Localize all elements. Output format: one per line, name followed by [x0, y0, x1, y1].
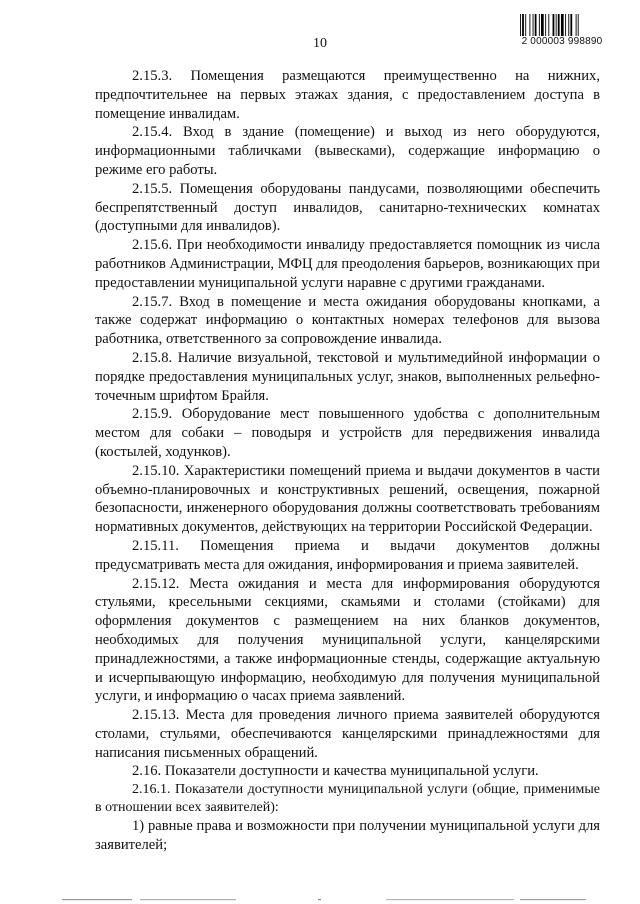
page-number: 10	[313, 36, 327, 51]
paragraph-2-15-11: 2.15.11. Помещения приема и выдачи документов должны предусматривать места для ожидания, информирования и приема заявителей.	[95, 537, 600, 573]
paragraph-2-16-1: 2.16.1. Показатели доступности муниципальной услуги (общие, применимые в отношении всех заявителей):	[95, 782, 600, 816]
barcode-bars	[519, 14, 605, 36]
paragraph-2-15-3: 2.15.3. Помещения размещаются преимущественно на нижних, предпочтительнее на первых этажах здания, с предоставлением доступа в помещение инвалидам.	[95, 68, 600, 122]
paragraph-2-15-12: 2.15.12. Места ожидания и места для информирования оборудуются стульями, кресельными секциями, скамьями и столами (стойками) для оформления документов с размещением на них бланков документов, необходимых для получения муниципальной услуги, канцелярскими принадлежностями, а также информационные стенды, содержащие актуальную и исчерпывающую информацию, необходимую для получения муниципальной услуги, и информацию о часах приема заявлений.	[95, 575, 600, 705]
document-body	[95, 67, 600, 855]
list-item-1: 1) равные права и возможности при получении муниципальной услуги для заявителей;	[95, 818, 600, 854]
paragraph-2-15-7: 2.15.7. Вход в помещение и места ожидания оборудованы кнопками, а также содержат информацию о контактных номерах телефонов для вызова работника, ответственного за сопровождение инвалида.	[95, 293, 600, 348]
paragraph-2-15-9: 2.15.9. Оборудование мест повышенного удобства с дополнительным местом для собаки – поводыря и устройств для передвижения инвалида (костылей, ходунков).	[95, 406, 600, 460]
paragraph-2-15-13: 2.15.13. Места для проведения личного приема заявителей оборудуются столами, стульями, обеспечиваются канцелярскими принадлежностями для написания письменных обращений.	[95, 707, 600, 761]
barcode-number: 2 000003 998890	[521, 36, 603, 47]
barcode	[519, 14, 605, 47]
paragraph-2-15-5: 2.15.5. Помещения оборудованы пандусами, позволяющими обеспечить беспрепятственный доступ инвалидов, санитарно-технических комнатах (доступными для инвалидов).	[95, 180, 600, 235]
scan-edge-artifact	[0, 896, 640, 904]
paragraph-2-16: 2.16. Показатели доступности и качества муниципальной услуги.	[132, 763, 539, 780]
paragraph-2-15-8: 2.15.8. Наличие визуальной, текстовой и мультимедийной информации о порядке предоставления муниципальных услуг, знаков, выполненных рельефно-точечным шрифтом Брайля.	[95, 349, 600, 404]
paragraph-2-15-6: 2.15.6. При необходимости инвалиду предоставляется помощник из числа работников Администрации, МФЦ для преодоления барьеров, возникающих при предоставлении муниципальной услуги наравне с другими гражданами.	[95, 237, 600, 291]
paragraph-2-15-10: 2.15.10. Характеристики помещений приема и выдачи документов в части объемно-планировочных и конструктивных решений, освещения, пожарной безопасности, инженерного оборудования должны соответствовать требованиям нормативных документов, действующих на территории Российской Федерации.	[95, 462, 600, 536]
paragraph-2-15-4: 2.15.4. Вход в здание (помещение) и выход из него оборудуются, информационными табличками (вывесками), содержащие информацию о режиме его работы.	[95, 124, 600, 178]
